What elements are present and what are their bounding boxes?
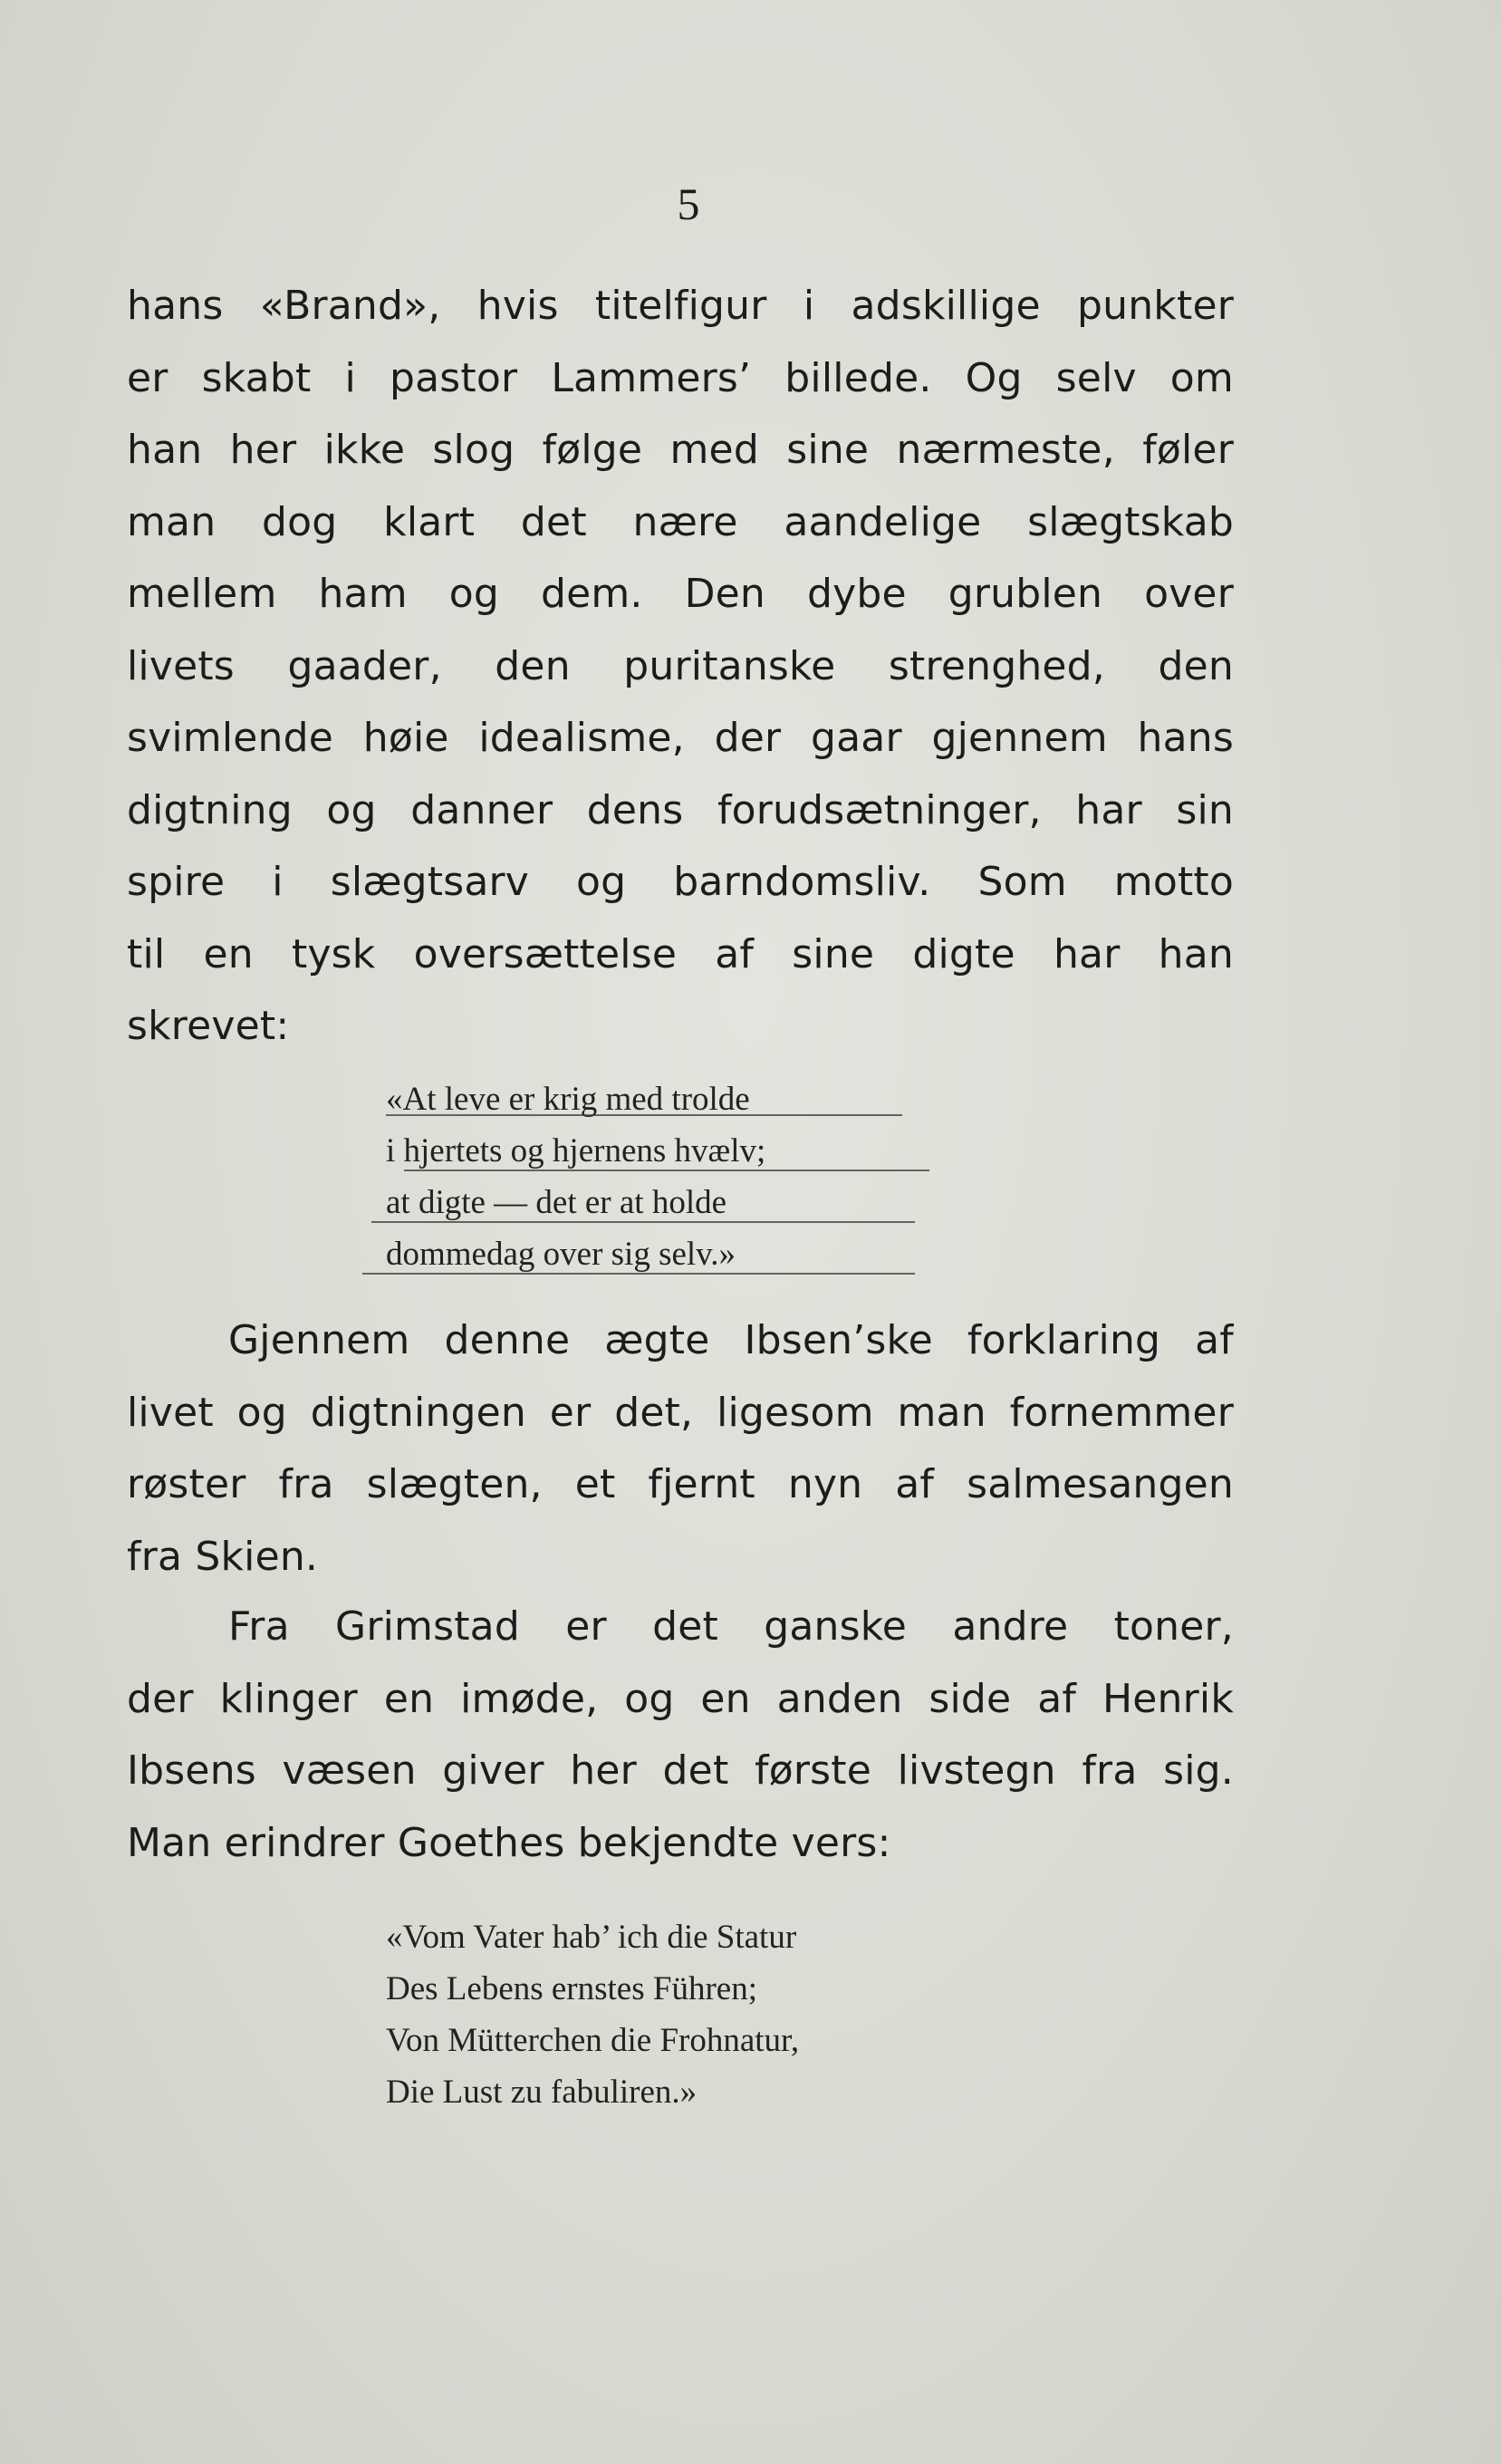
- text-line: man dog klart det nære aandelige slægtskab: [127, 498, 1234, 545]
- verse-line: «Vom Vater hab’ ich die Statur: [386, 1919, 797, 1956]
- verse-line: at digte — det er at holde: [386, 1184, 727, 1221]
- page-number: 5: [677, 178, 700, 229]
- verse-line: Die Lust zu fabuliren.»: [386, 2074, 698, 2111]
- verse-line: Von Mütterchen die Frohnatur,: [386, 2022, 800, 2059]
- text-line: røster fra slægten, et fjernt nyn af salmesangen: [127, 1461, 1234, 1507]
- paragraph-1: [127, 270, 1234, 1063]
- text-line: mellem ham og dem. Den dybe grublen over: [127, 571, 1234, 617]
- text-line: spire i slægtsarv og barndomsliv. Som motto: [127, 859, 1234, 905]
- text-line: fra Skien.: [127, 1533, 319, 1580]
- verse-line: Des Lebens ernstes Führen;: [386, 1970, 757, 2007]
- text-line: livet og digtningen er det, ligesom man fornemmer: [127, 1389, 1234, 1436]
- paragraph-3: [127, 1591, 1234, 1879]
- text-line: Gjennem denne ægte Ibsen’ske forklaring af: [228, 1317, 1234, 1363]
- verse-quote-goethe: [386, 1911, 799, 2118]
- verse-quote-ibsen: [386, 1073, 765, 1280]
- text-line: til en tysk oversættelse af sine digte har han: [127, 930, 1234, 977]
- verse-line: i hjertets og hjernens hvælv;: [386, 1132, 766, 1169]
- text-line: Fra Grimstad er det ganske andre toner,: [228, 1603, 1234, 1650]
- text-line: Ibsens væsen giver her det første livstegn fra sig.: [127, 1747, 1234, 1794]
- pencil-underline: [371, 1221, 915, 1223]
- text-line: der klinger en imøde, og en anden side af Henrik: [127, 1675, 1234, 1722]
- paragraph-2: [127, 1304, 1234, 1593]
- pencil-underline: [404, 1169, 929, 1171]
- text-line: skrevet:: [127, 1003, 290, 1049]
- pencil-underline: [386, 1114, 902, 1116]
- text-line: livets gaader, den puritanske strenghed, den: [127, 642, 1234, 689]
- text-line: hans «Brand», hvis titelfigur i adskillige punkter: [127, 283, 1234, 329]
- text-line: han her ikke slog følge med sine nærmeste, føler: [127, 427, 1234, 473]
- text-line: svimlende høie idealisme, der gaar gjennem hans: [127, 715, 1234, 761]
- verse-line: dommedag over sig selv.»: [386, 1236, 736, 1273]
- pencil-underline: [362, 1273, 915, 1275]
- text-line: Man erindrer Goethes bekjendte vers:: [127, 1819, 891, 1866]
- verse-line: «At leve er krig med trolde: [386, 1081, 750, 1118]
- text-line: er skabt i pastor Lammers’ billede. Og selv om: [127, 354, 1234, 401]
- text-line: digtning og danner dens forudsætninger, har sin: [127, 786, 1234, 833]
